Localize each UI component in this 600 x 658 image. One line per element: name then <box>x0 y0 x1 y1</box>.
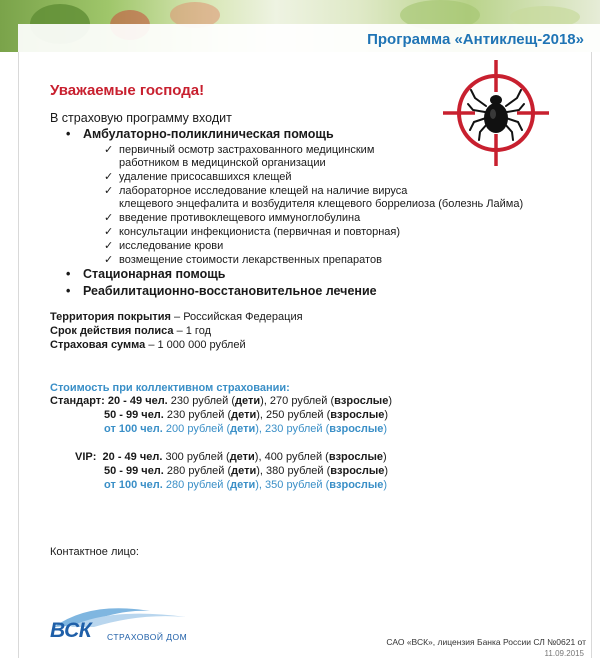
territory-label: Территория покрытия <box>50 311 171 323</box>
section-title: Стационарная помощь <box>83 267 226 281</box>
sum-label: Страховая сумма <box>50 339 146 351</box>
logo-subtitle: СТРАХОВОЙ ДОМ <box>107 632 188 642</box>
right-border <box>591 52 592 658</box>
territory-value: – Российская Федерация <box>170 311 303 323</box>
checkmark-icon: ✓ <box>104 171 114 183</box>
price-row-standard-1: Стандарт: 20 - 49 чел. 230 рублей (дети), 270 рублей (взрослые) <box>50 395 392 407</box>
price-row-standard-3: от 100 чел. 200 рублей (дети), 230 рублей (взрослые) <box>104 423 388 435</box>
checkmark-icon: ✓ <box>104 226 114 238</box>
vip-label: VIP: <box>75 451 97 463</box>
section-title: Амбулаторно-поликлиническая помощь <box>83 127 334 141</box>
term-value: – 1 год <box>173 325 211 337</box>
logo-brand: ВСК <box>50 619 92 642</box>
left-border <box>18 52 19 658</box>
checkmark-icon: ✓ <box>104 144 114 156</box>
license-date: 11.09.2015 <box>544 649 584 658</box>
bullet-icon: • <box>66 267 71 281</box>
price-row-vip-1: VIP: 20 - 49 чел. 300 рублей (дети), 400 рублей (взрослые) <box>75 451 387 463</box>
checkmark-icon: ✓ <box>104 185 114 197</box>
sum-row <box>50 339 246 351</box>
vsk-logo <box>50 605 210 645</box>
contact-label: Контактное лицо: <box>50 546 139 558</box>
license-note: САО «ВСК», лицензия Банка России СЛ №0621 от <box>386 637 586 647</box>
section-title: Реабилитационно-восстановительное лечение <box>83 284 377 298</box>
checkmark-icon: ✓ <box>104 212 114 224</box>
tick-crosshair-icon <box>441 58 551 168</box>
price-row-vip-3: от 100 чел. 280 рублей (дети), 350 рублей (взрослые) <box>104 479 388 491</box>
pricing-heading: Стоимость при коллективном страховании: <box>50 382 290 394</box>
intro-text: В страховую программу входит <box>50 111 232 125</box>
term-label: Срок действия полиса <box>50 325 174 337</box>
checkmark-icon: ✓ <box>104 240 114 252</box>
sum-value: – 1 000 000 рублей <box>145 339 246 351</box>
territory-row <box>50 311 303 323</box>
price-row-vip-2: 50 - 99 чел. 280 рублей (дети), 380 рублей (взрослые) <box>104 465 389 477</box>
term-row <box>50 325 211 337</box>
bullet-icon: • <box>66 127 71 141</box>
page-title: Программа «Антиклещ-2018» <box>367 31 584 48</box>
bullet-icon: • <box>66 284 71 298</box>
checkmark-icon: ✓ <box>104 254 114 266</box>
greeting-heading: Уважаемые господа! <box>50 82 205 99</box>
price-row-standard-2: 50 - 99 чел. 230 рублей (дети), 250 рублей (взрослые) <box>104 409 389 421</box>
standard-label: Стандарт: <box>50 395 105 407</box>
